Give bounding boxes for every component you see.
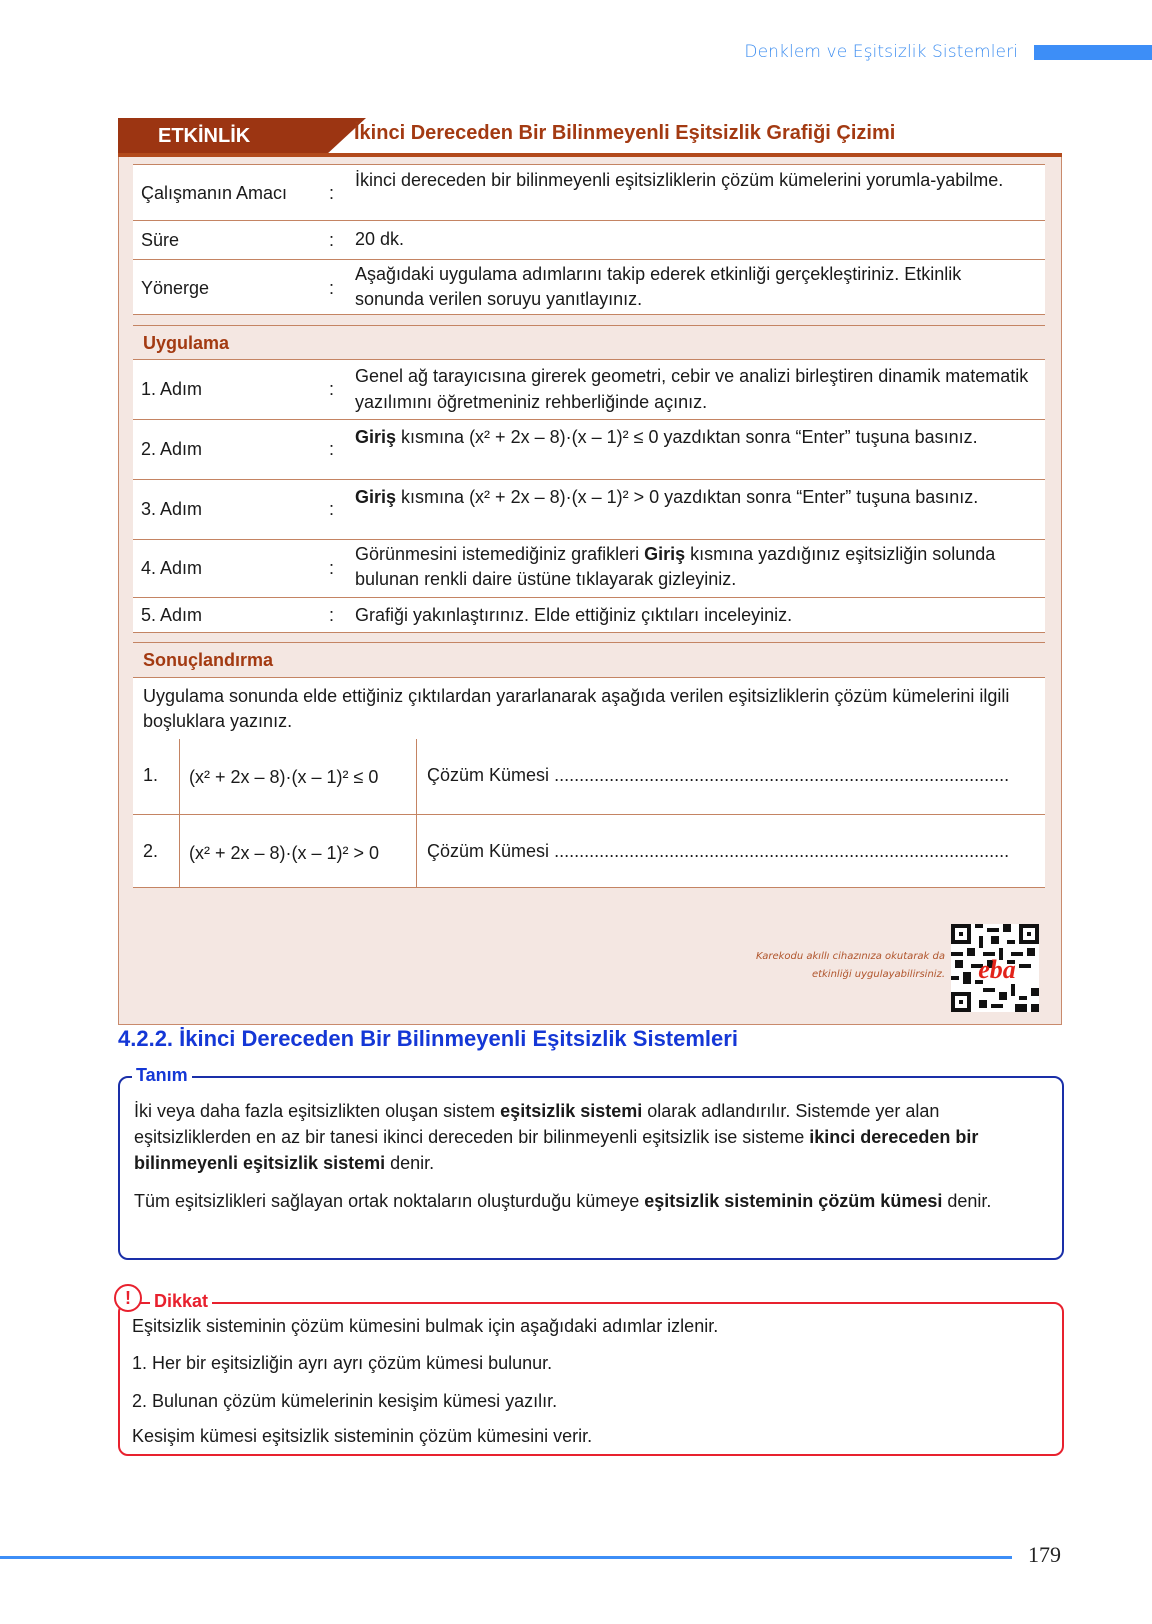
- activity-tab-label: ETKİNLİK: [118, 118, 328, 155]
- answer-table: [133, 739, 1045, 888]
- activity-body: [118, 157, 1062, 1025]
- footer-rule: [0, 1556, 1012, 1559]
- qr-note-line1: Karekodu akıllı cihazınıza okutarak da: [756, 951, 945, 962]
- warning-outro: Kesişim kümesi eşitsizlik sisteminin çözüm kümesini verir.: [132, 1426, 593, 1446]
- step-row: [133, 479, 1045, 539]
- step-colon: :: [329, 379, 335, 399]
- info-colon: :: [329, 278, 335, 298]
- step-text-b: yazdıktan sonra “Enter” tuşuna basınız.: [658, 427, 978, 447]
- warning-connector: [140, 1302, 150, 1304]
- page-number: 179: [1028, 1542, 1061, 1567]
- step-label: 2. Adım: [141, 439, 203, 459]
- definition-text: Tüm eşitsizlikleri sağlayan ortak noktaların oluşturduğu kümeye: [134, 1191, 645, 1211]
- step-text: [355, 425, 1033, 450]
- running-header-title: Denklem ve Eşitsizlik Sistemleri: [744, 42, 1018, 62]
- warning-item: 1. Her bir eşitsizliğin ayrı ayrı çözüm kümesi bulunur.: [132, 1353, 553, 1373]
- step-row: [133, 360, 1045, 419]
- step-colon: :: [329, 439, 335, 459]
- step-text-a: kısmına: [396, 487, 470, 507]
- solution-set-label: Çözüm Kümesi: [427, 765, 550, 785]
- eba-logo: eba: [978, 955, 1016, 984]
- application-heading: Uygulama: [133, 325, 1045, 360]
- term-quadratic-inequality-system: ikinci dereceden bir bilinmeyenli eşitsizlik sistemi: [134, 1127, 979, 1173]
- conclusion-heading: Sonuçlandırma: [133, 642, 1045, 678]
- info-row-duration: [133, 220, 1045, 259]
- definition-text: denir.: [942, 1191, 992, 1211]
- definition-text: olarak adlandırılır. Sistemde yer alan eşitsizliklerden en az bir tanesi ikinci dereceden bir bilinmeyenli eşitsizlik ise sisteme: [134, 1101, 940, 1147]
- info-label: Çalışmanın Amacı: [141, 183, 288, 203]
- step-colon: :: [329, 605, 335, 625]
- warning-label: Dikkat: [150, 1291, 212, 1312]
- answer-number: 1.: [143, 765, 159, 785]
- inequality-expression: (x² + 2x – 8)·(x – 1)² ≤ 0: [469, 427, 659, 447]
- step-row: [133, 539, 1045, 597]
- solution-set-field[interactable]: [427, 841, 1029, 862]
- solution-set-blank[interactable]: ...........................................................................................: [554, 841, 1010, 861]
- answer-row: [133, 739, 1045, 814]
- warning-box: [118, 1288, 1064, 1456]
- solution-set-blank[interactable]: ...........................................................................................: [554, 765, 1010, 785]
- giris-keyword: Giriş: [355, 427, 397, 447]
- definition-text: denir.: [385, 1153, 435, 1173]
- term-solution-set: eşitsizlik sisteminin çözüm kümesi: [644, 1191, 943, 1211]
- step-label: 5. Adım: [141, 605, 203, 625]
- conclusion-text: Uygulama sonunda elde ettiğiniz çıktılardan yararlanarak aşağıda verilen eşitsizliklerin çözüm kümelerini ilgili boşluklara yazınız.: [133, 678, 1045, 741]
- step-text: [355, 542, 1033, 592]
- definition-label: Tanım: [132, 1065, 192, 1086]
- conclusion-section: [133, 642, 1045, 741]
- step-text-a: kısmına: [396, 427, 470, 447]
- inequality-expression: (x² + 2x – 8)·(x – 1)² > 0: [469, 487, 660, 507]
- step-colon: :: [329, 499, 335, 519]
- step-label: 1. Adım: [141, 379, 203, 399]
- info-row-purpose: [133, 164, 1045, 220]
- info-label: Yönerge: [141, 278, 210, 298]
- definition-box: [118, 1065, 1064, 1260]
- exclamation-icon: !: [114, 1284, 142, 1312]
- step-text-b: yazdıktan sonra “Enter” tuşuna basınız.: [659, 487, 979, 507]
- definition-paragraph-1: [134, 1098, 1042, 1176]
- answer-inequality: (x² + 2x – 8)·(x – 1)² > 0: [189, 843, 380, 863]
- giris-keyword: Giriş: [355, 487, 397, 507]
- info-label: Süre: [141, 230, 180, 250]
- info-value: 20 dk.: [355, 229, 405, 249]
- qr-code-icon[interactable]: [951, 924, 1039, 1012]
- answer-row: [133, 814, 1045, 889]
- answer-inequality: (x² + 2x – 8)·(x – 1)² ≤ 0: [189, 767, 379, 787]
- step-text: [355, 485, 1033, 510]
- header-accent-bar: [1034, 45, 1152, 60]
- warning-intro: Eşitsizlik sisteminin çözüm kümesini bulmak için aşağıdaki adımlar izlenir.: [132, 1316, 719, 1336]
- step-text-a: Görünmesini istemediğiniz grafikleri: [355, 544, 645, 564]
- activity-box: [118, 118, 1062, 1025]
- giris-keyword: Giriş: [644, 544, 686, 564]
- definition-paragraph-2: [134, 1188, 1042, 1214]
- answer-number: 2.: [143, 841, 159, 861]
- definition-text: İki veya daha fazla eşitsizlikten oluşan sistem: [134, 1101, 501, 1121]
- info-value: İkinci dereceden bir bilinmeyenli eşitsizliklerin çözüm kümelerini yorumla-yabilme.: [355, 170, 1004, 190]
- step-row: [133, 597, 1045, 633]
- step-colon: :: [329, 558, 335, 578]
- warning-item: 2. Bulunan çözüm kümelerinin kesişim kümesi yazılır.: [132, 1391, 558, 1411]
- info-colon: :: [329, 183, 335, 203]
- info-row-instruction: [133, 259, 1045, 315]
- step-text-b: kısmına yazdığınız eşitsizliğin solunda bulunan renkli daire üstüne tıklayarak gizleyiniz.: [355, 544, 996, 589]
- step-text: Genel ağ tarayıcısına girerek geometri, cebir ve analizi birleştiren dinamik matematik yazılımını öğretmeniniz rehberliğinde açınız.: [355, 366, 1029, 412]
- step-label: 4. Adım: [141, 558, 203, 578]
- section-title: 4.2.2. İkinci Dereceden Bir Bilinmeyenli Eşitsizlik Sistemleri: [118, 1026, 738, 1051]
- info-table: [133, 164, 1045, 315]
- qr-note-line2: etkinliği uygulayabilirsiniz.: [811, 969, 945, 980]
- application-table: [133, 325, 1045, 633]
- solution-set-field[interactable]: [427, 765, 1029, 786]
- step-label: 3. Adım: [141, 499, 203, 519]
- info-colon: :: [329, 230, 335, 250]
- solution-set-label: Çözüm Kümesi: [427, 841, 550, 861]
- info-value: Aşağıdaki uygulama adımlarını takip ederek etkinliği gerçekleştiriniz. Etkinlik sonunda verilen soruyu yanıtlayınız.: [355, 264, 962, 309]
- step-text: Grafiği yakınlaştırınız. Elde ettiğiniz çıktıları inceleyiniz.: [355, 605, 793, 625]
- activity-title: İkinci Dereceden Bir Bilinmeyenli Eşitsizlik Grafiği Çizimi: [354, 122, 896, 144]
- term-inequality-system: eşitsizlik sistemi: [500, 1101, 643, 1121]
- step-row: [133, 419, 1045, 479]
